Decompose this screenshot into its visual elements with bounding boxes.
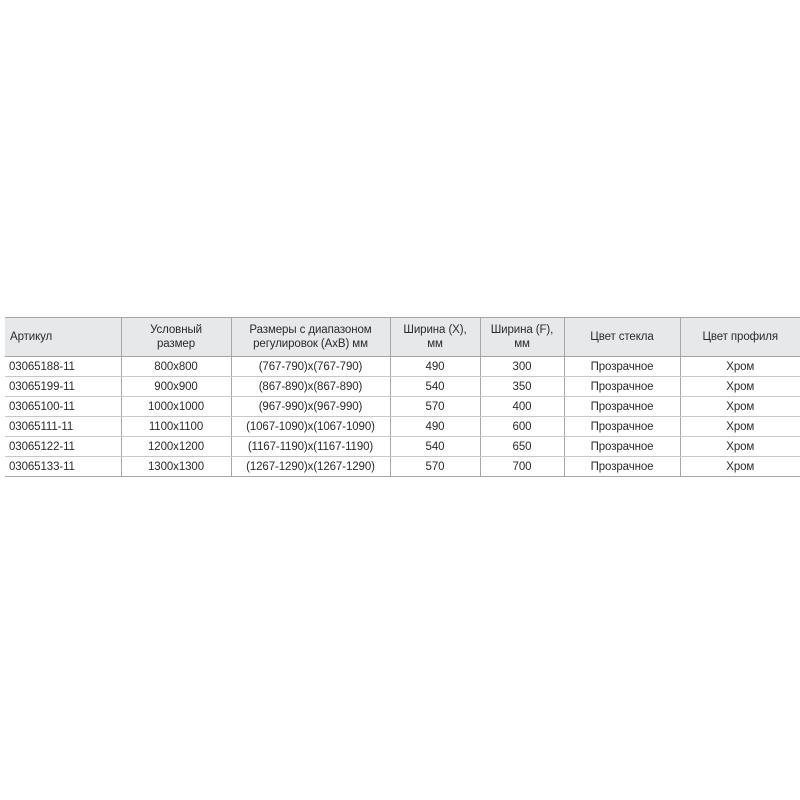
cell-glass-color: Прозрачное [564, 437, 680, 457]
header-nominal-size [121, 318, 231, 357]
header-nominal-size-line-2: размер [156, 338, 196, 350]
cell-glass-color: Прозрачное [564, 357, 680, 377]
cell-width-x: 570 [390, 397, 480, 417]
cell-dimensions-range: (1167-1190)x(1167-1190) [231, 437, 390, 457]
header-dimensions-range-line-1: Размеры с диапазоном [249, 324, 372, 336]
cell-width-x: 490 [390, 357, 480, 377]
cell-article: 03065133-11 [5, 457, 121, 477]
product-spec-table [5, 317, 800, 477]
cell-nominal-size: 1300x1300 [121, 457, 231, 477]
header-width-f-line-1: Ширина (F), [490, 324, 554, 336]
cell-width-f: 600 [480, 417, 564, 437]
cell-width-f: 350 [480, 377, 564, 397]
cell-nominal-size: 1200x1200 [121, 437, 231, 457]
cell-width-x: 570 [390, 457, 480, 477]
cell-dimensions-range: (1267-1290)x(1267-1290) [231, 457, 390, 477]
header-dimensions-range-line-2: регулировок (AxB) мм [253, 338, 368, 350]
cell-width-x: 540 [390, 437, 480, 457]
product-spec-table-wrapper [5, 317, 800, 477]
cell-article: 03065100-11 [5, 397, 121, 417]
header-glass-color-line-1: Цвет стекла [590, 331, 654, 343]
cell-article: 03065122-11 [5, 437, 121, 457]
header-width-x-line-2: мм [427, 338, 443, 350]
cell-article: 03065111-11 [5, 417, 121, 437]
cell-dimensions-range: (1067-1090)x(1067-1090) [231, 417, 390, 437]
cell-profile-color: Хром [680, 397, 800, 417]
table-row [5, 377, 800, 397]
table-row [5, 437, 800, 457]
cell-nominal-size: 900x900 [121, 377, 231, 397]
cell-nominal-size: 1000x1000 [121, 397, 231, 417]
cell-width-f: 650 [480, 437, 564, 457]
cell-glass-color: Прозрачное [564, 397, 680, 417]
cell-nominal-size: 800x800 [121, 357, 231, 377]
cell-dimensions-range: (867-890)x(867-890) [231, 377, 390, 397]
cell-profile-color: Хром [680, 437, 800, 457]
cell-width-f: 700 [480, 457, 564, 477]
cell-profile-color: Хром [680, 417, 800, 437]
header-profile-color-line-1: Цвет профиля [702, 331, 779, 343]
cell-profile-color: Хром [680, 377, 800, 397]
cell-article: 03065188-11 [5, 357, 121, 377]
cell-width-f: 300 [480, 357, 564, 377]
cell-glass-color: Прозрачное [564, 417, 680, 437]
cell-article: 03065199-11 [5, 377, 121, 397]
header-width-x-line-1: Ширина (X), [403, 324, 467, 336]
header-width-f-line-2: мм [514, 338, 530, 350]
cell-nominal-size: 1100x1100 [121, 417, 231, 437]
header-article-line-1: Артикул [10, 331, 53, 343]
header-dimensions-range [231, 318, 390, 357]
cell-glass-color: Прозрачное [564, 457, 680, 477]
table-row [5, 357, 800, 377]
header-glass-color [564, 318, 680, 357]
header-width-x [390, 318, 480, 357]
table-header [5, 318, 800, 357]
header-row [5, 318, 800, 357]
cell-profile-color: Хром [680, 457, 800, 477]
cell-width-f: 400 [480, 397, 564, 417]
cell-dimensions-range: (967-990)x(967-990) [231, 397, 390, 417]
cell-width-x: 540 [390, 377, 480, 397]
header-nominal-size-line-1: Условный [150, 324, 202, 336]
cell-profile-color: Хром [680, 357, 800, 377]
table-body [5, 357, 800, 477]
cell-dimensions-range: (767-790)x(767-790) [231, 357, 390, 377]
header-profile-color [680, 318, 800, 357]
table-row [5, 457, 800, 477]
header-width-f [480, 318, 564, 357]
cell-glass-color: Прозрачное [564, 377, 680, 397]
header-article [5, 318, 121, 357]
cell-width-x: 490 [390, 417, 480, 437]
table-row [5, 397, 800, 417]
table-row [5, 417, 800, 437]
